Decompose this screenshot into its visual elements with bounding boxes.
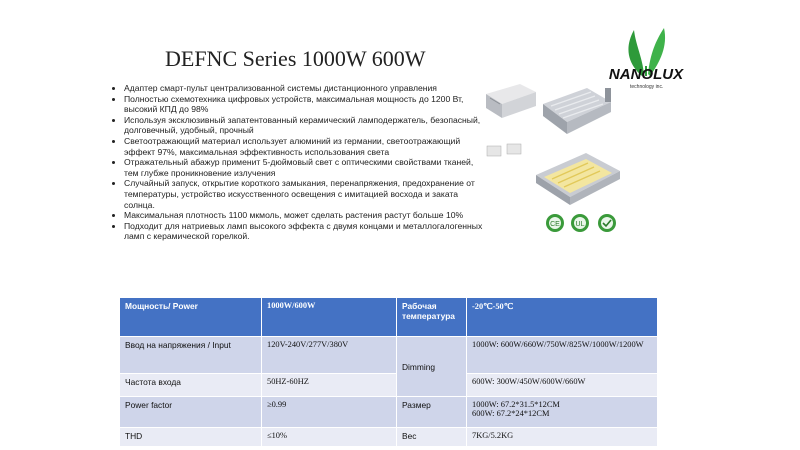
list-item: • Светоотражающий материал использует алюминий из германии, светоотражающий эффект 97%, максимальная эффективность использования света	[124, 136, 489, 157]
table-header-cell: -20℃-50℃	[467, 298, 658, 337]
logo-wordmark: NANOLUX	[608, 66, 684, 83]
feature-list	[110, 83, 489, 242]
table-row	[120, 397, 658, 428]
table-row	[120, 428, 658, 447]
list-item: • Максимальная плотность 1100 мкмоль, может сделать растения растут больше 10%	[124, 210, 489, 221]
list-item: • Случайный запуск, открытие короткого замыкания, перенапряжения, предохранение от температуры, устройство искусственного освещения с имитацией восхода и заката солнца.	[124, 178, 489, 210]
table-cell	[467, 397, 658, 428]
size-value: 1000W: 67.2*31.5*12CM	[472, 400, 560, 409]
page-title: DEFNC Series 1000W 600W	[165, 46, 426, 71]
cert-label: CE	[550, 221, 560, 228]
connector-image	[485, 140, 525, 160]
lamp-image	[530, 145, 625, 210]
list-item: • Отражательный абажур применит 5-дюймовый свет с оптическими свойствами тканей, тем глубже проникновение излучения	[124, 157, 489, 178]
table-cell: ≤10%	[262, 428, 397, 447]
table-row	[120, 374, 658, 397]
table-cell: 600W: 300W/450W/600W/660W	[467, 374, 658, 397]
rohs-icon	[597, 213, 617, 233]
ul-icon	[570, 213, 590, 233]
table-header-cell: Мощность/ Power	[120, 298, 262, 337]
table-cell: Ввод на напряжения / Input	[120, 337, 262, 374]
driver-image	[480, 78, 540, 120]
table-cell: Вес	[397, 428, 467, 447]
size-value: 600W: 67.2*24*12CM	[472, 409, 550, 418]
list-item: • Адаптер смарт-пульт централизованной системы дистанционного управления	[124, 83, 489, 94]
logo-subtitle: technology inc.	[630, 84, 664, 90]
table-header-row	[120, 298, 658, 337]
list-item: • Полностью схемотехника цифровых устройств, максимальная мощность до 1200 Вт, высокий КПД до 98%	[124, 94, 489, 115]
table-cell: Частота входа	[120, 374, 262, 397]
table-cell: 7KG/5.2KG	[467, 428, 658, 447]
reflector-image	[535, 82, 615, 142]
table-cell: Dimming	[397, 337, 467, 397]
table-row	[120, 337, 658, 374]
table-cell: 50HZ-60HZ	[262, 374, 397, 397]
spec-table	[119, 297, 658, 447]
table-cell: ≥0.99	[262, 397, 397, 428]
table-cell: Power factor	[120, 397, 262, 428]
list-item: • Используя эксклюзивный запатентованный керамический ламподержатель, безопасный, долговечный, удобный, прочный	[124, 115, 489, 136]
table-cell: THD	[120, 428, 262, 447]
cert-label: UL	[575, 221, 585, 228]
table-header-cell: Рабочая температура	[397, 298, 467, 337]
table-header-cell: 1000W/600W	[262, 298, 397, 337]
list-item: • Подходит для натриевых ламп высокого эффекта с двумя концами и металлогалогенных ламп с керамической горелкой.	[124, 221, 489, 242]
ce-icon	[545, 213, 565, 233]
table-cell: Размер	[397, 397, 467, 428]
table-cell: 120V-240V/277V/380V	[262, 337, 397, 374]
table-cell: 1000W: 600W/660W/750W/825W/1000W/1200W	[467, 337, 658, 374]
